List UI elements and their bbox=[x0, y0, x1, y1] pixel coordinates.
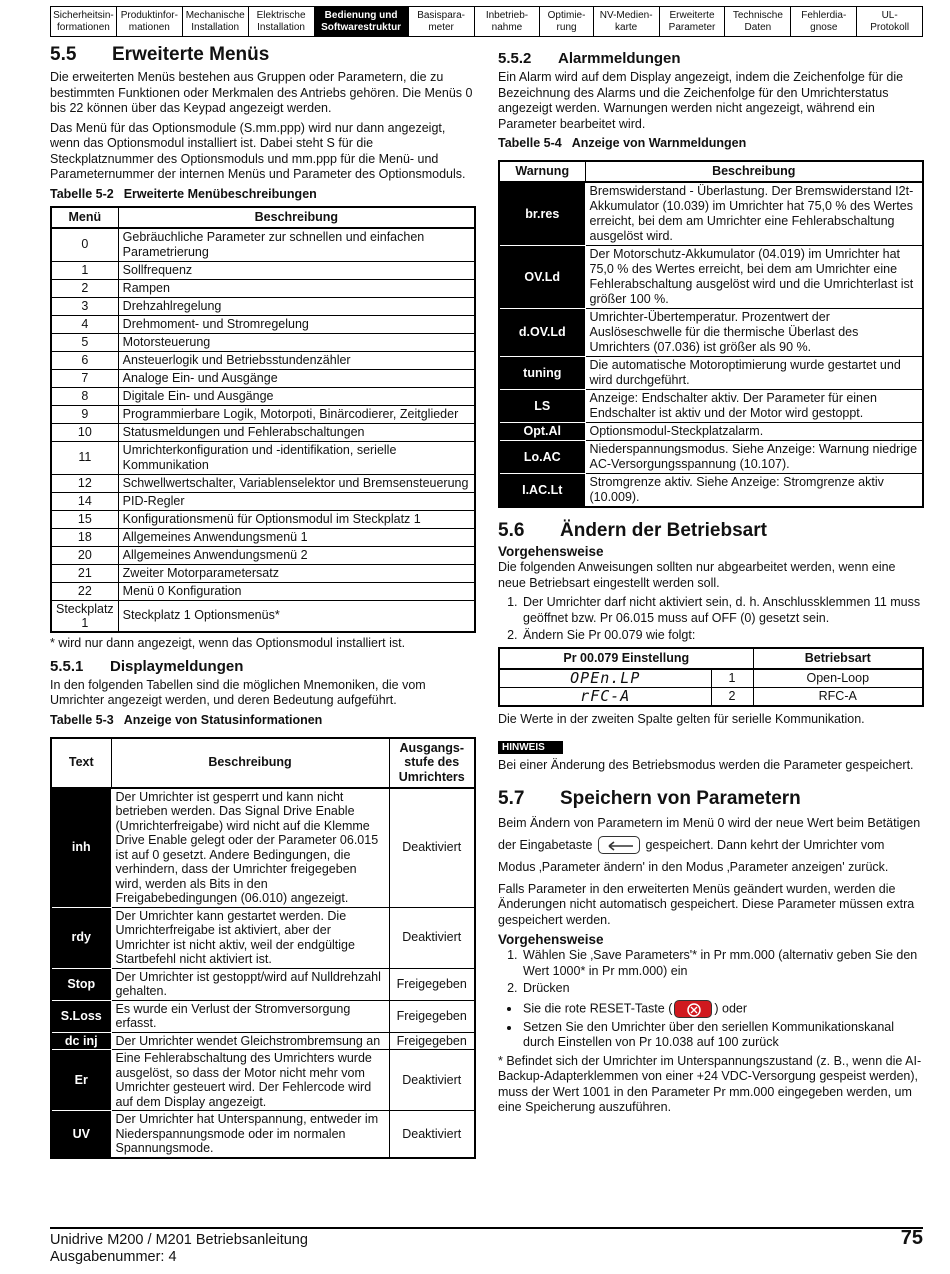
table-row: 8 Digitale Ein- und Ausgänge bbox=[51, 387, 475, 405]
table-row: 0 Gebräuchliche Parameter zur schnellen und einfachen Parametrierung bbox=[51, 228, 475, 262]
paragraph: In den folgenden Tabellen sind die möglichen Mnemoniken, die vom Umrichter angezeigt werden, und deren Bedeutung aufgeführt. bbox=[50, 677, 426, 707]
warning-code: Opt.Al bbox=[499, 423, 585, 441]
table-row: Opt.Al Optionsmodul-Steckplatzalarm. bbox=[499, 423, 923, 441]
paragraph: Beim Ändern von Parametern im Menü 0 wird der neue Wert beim Betätigen der Eingabetaste gespeichert. Dann kehrt der Umrichter vom Modus ‚Parameter ändern' in den Modus ‚Parameter anzeigen' zurück. bbox=[498, 815, 921, 874]
table-5-2-caption: Tabelle 5-2 Erweiterte Menübeschreibungen bbox=[50, 186, 317, 201]
list-item: • Sie die rote RESET-Taste ( ) oder bbox=[521, 1000, 924, 1018]
tab-ul-protokoll[interactable]: UL- Protokoll bbox=[856, 7, 922, 36]
status-code: rdy bbox=[51, 907, 111, 968]
column-header: Text bbox=[51, 738, 111, 788]
procedure-heading: Vorgehensweise bbox=[498, 932, 604, 947]
table-row: I.AC.Lt Stromgrenze aktiv. Siehe Anzeige: Stromgrenze aktiv (10.009). bbox=[499, 474, 923, 508]
section-5-6-heading: 5.6 Ändern der Betriebsart bbox=[498, 520, 767, 541]
tab-sicherheit[interactable]: Sicherheitsin- formationen bbox=[53, 9, 114, 33]
procedure-heading: Vorgehensweise bbox=[498, 544, 604, 559]
table-row: Stop Der Umrichter ist gestoppt/wird auf Nulldrehzahl gehalten. Freigegeben bbox=[51, 968, 475, 1000]
table-row: 7 Analoge Ein- und Ausgänge bbox=[51, 369, 475, 387]
table-row: 20 Allgemeines Anwendungsmenü 2 bbox=[51, 546, 475, 564]
list-item: 1. Der Umrichter darf nicht aktiviert sein, d. h. Anschlussklemmen 11 muss geöffnet bzw. Pr 06.015 muss auf OFF (0) gesetzt sein. bbox=[521, 595, 924, 626]
warning-code: Lo.AC bbox=[499, 441, 585, 474]
list-item: 2. Drücken bbox=[521, 981, 924, 997]
section-5-5-2-heading: 5.5.2 Alarmmeldungen bbox=[498, 50, 681, 67]
warning-code: I.AC.Lt bbox=[499, 474, 585, 508]
table-row: OPEn.LP 1 Open-Loop bbox=[499, 669, 923, 688]
table-row: LS Anzeige: Endschalter aktiv. Der Parameter für einen Endschalter ist aktiv und der Motor wird gestoppt. bbox=[499, 390, 923, 423]
table-5-3 bbox=[50, 737, 476, 1159]
column-header: Menü bbox=[51, 207, 118, 228]
paragraph: Die folgenden Anweisungen sollten nur abgearbeitet werden, wenn eine neue Betriebsart eingestellt werden soll. bbox=[498, 560, 896, 590]
issue-number: Ausgabenummer: 4 bbox=[50, 1249, 177, 1265]
table-5-4 bbox=[498, 160, 924, 508]
status-code: inh bbox=[51, 788, 111, 908]
tab-inbetriebnahme[interactable]: Inbetrieb- nahme bbox=[474, 7, 540, 36]
table-5-3-caption: Tabelle 5-3 Anzeige von Statusinformationen bbox=[50, 712, 323, 727]
tab-produkt[interactable]: Produktinfor- mationen bbox=[116, 7, 182, 36]
table-row: 9 Programmierbare Logik, Motorpoti, Binärcodierer, Zeitglieder bbox=[51, 405, 475, 423]
enter-key-icon bbox=[598, 836, 640, 854]
tab-erweiterte-parameter[interactable]: Erweiterte Parameter bbox=[659, 7, 725, 36]
column-header: Pr 00.079 Einstellung bbox=[499, 648, 753, 669]
list-item: • Setzen Sie den Umrichter über den seriellen Kommunikationskanal durch Einstellen von Pr 10.038 auf 100 zurück bbox=[521, 1020, 924, 1051]
column-header: Betriebsart bbox=[753, 648, 923, 669]
column-header: Beschreibung bbox=[585, 161, 923, 182]
status-code: UV bbox=[51, 1111, 111, 1158]
manual-title: Unidrive M200 / M201 Betriebsanleitung bbox=[50, 1232, 308, 1248]
section-5-5-heading: 5.5 Erweiterte Menüs bbox=[50, 44, 270, 65]
page-number: 75 bbox=[900, 1227, 923, 1249]
tab-bedienung[interactable]: Bedienung und Softwarestruktur bbox=[314, 7, 408, 36]
table-row: S.Loss Es wurde ein Verlust der Stromversorgung erfasst. Freigegeben bbox=[51, 1000, 475, 1032]
table-row: 14 PID-Regler bbox=[51, 492, 475, 510]
hinweis-label: HINWEIS bbox=[498, 741, 563, 754]
tab-fehlerdiagnose[interactable]: Fehlerdia- gnose bbox=[790, 7, 856, 36]
table-row: rdy Der Umrichter kann gestartet werden. Die Umrichterfreigabe ist aktiviert, aber der Umrichter ist nicht aktiv, weil der endgültige Startbefehl nicht aktiviert ist. Deaktiviert bbox=[51, 907, 475, 968]
column-header: Warnung bbox=[499, 161, 585, 182]
procedure-steps bbox=[498, 595, 924, 644]
table-row: 2 Rampen bbox=[51, 279, 475, 297]
tab-elektrische[interactable]: Elektrische Installation bbox=[248, 7, 314, 36]
paragraph: Ein Alarm wird auf dem Display angezeigt, indem die Zeichenfolge für die Bezeichnung des Alarms und die Zeichenfolge für den Umrichterstatus angezeigt werden. Warnungen werden nicht angezeigt, während ein Parameter bearbeitet wird. bbox=[498, 70, 904, 131]
footnote: * Befindet sich der Umrichter im Unterspannungszustand (z. B., wenn die AI-Backup-Adapterklemmen von einer +24 VDC-Versorgung gespeist werden), muss der Wert 1001 in den Parameter Pr mm.000 eingegeben werden, um eine Speicherung auszuführen. bbox=[498, 1053, 922, 1114]
note-text: Bei einer Änderung des Betriebsmodus werden die Parameter gespeichert. bbox=[498, 758, 914, 772]
table-row: rFC-A 2 RFC-A bbox=[499, 687, 923, 706]
table-row: Lo.AC Niederspannungsmodus. Siehe Anzeige: Warnung niedrige AC-Versorgungsspannung (10.107). bbox=[499, 441, 923, 474]
table-5-4-caption: Tabelle 5-4 Anzeige von Warnmeldungen bbox=[498, 136, 747, 150]
table-row: 22 Menü 0 Konfiguration bbox=[51, 582, 475, 600]
tab-basisparameter[interactable]: Basispara- meter bbox=[408, 7, 474, 36]
table-row: UV Der Umrichter hat Unterspannung, entweder im Niederspannungsmode oder im normalen Spannungsmode. Deaktiviert bbox=[51, 1111, 475, 1158]
table-row: 21 Zweiter Motorparametersatz bbox=[51, 564, 475, 582]
warning-code: d.OV.Ld bbox=[499, 309, 585, 357]
table-footnote: * wird nur dann angezeigt, wenn das Optionsmodul installiert ist. bbox=[50, 635, 406, 650]
warning-code: tuning bbox=[499, 357, 585, 390]
status-code: S.Loss bbox=[51, 1000, 111, 1032]
table-row: 18 Allgemeines Anwendungsmenü 1 bbox=[51, 528, 475, 546]
tab-nv-medienkarte[interactable]: NV-Medien- karte bbox=[593, 7, 659, 36]
tab-mechanische[interactable]: Mechanische Installation bbox=[182, 7, 248, 36]
table-row: Steckplatz 1 Steckplatz 1 Optionsmenüs* bbox=[51, 600, 475, 632]
option-list bbox=[498, 1000, 924, 1051]
table-5-2 bbox=[50, 206, 476, 633]
chapter-tabs bbox=[50, 6, 923, 37]
table-row: 11 Umrichterkonfiguration und -identifikation, serielle Kommunikation bbox=[51, 441, 475, 474]
table-row: 4 Drehmoment- und Stromregelung bbox=[51, 315, 475, 333]
tab-technische-daten[interactable]: Technische Daten bbox=[724, 7, 790, 36]
status-code: Er bbox=[51, 1050, 111, 1111]
tab-optimierung[interactable]: Optimie- rung bbox=[539, 7, 592, 36]
list-item: 2. Ändern Sie Pr 00.079 wie folgt: bbox=[521, 628, 924, 644]
right-column bbox=[498, 50, 924, 1120]
table-row: OV.Ld Der Motorschutz-Akkumulator (04.019) im Umrichter hat 75,0 % des Wertes erreicht, bei dem am Umrichter eine Fehlerabschaltung ausgelöst wird und die Umrichterlast ist größer 100 %. bbox=[499, 246, 923, 309]
paragraph: Falls Parameter in den erweiterten Menüs geändert wurden, werden die Änderungen nicht automatisch gespeichert. Diese Parameter müssen extra gespeichert werden. bbox=[498, 881, 915, 927]
section-5-5-1-heading: 5.5.1 Displaymeldungen bbox=[50, 657, 244, 675]
lcd-value: OPEn.LP bbox=[499, 669, 711, 688]
table-row: dc inj Der Umrichter wendet Gleichstrombremsung an Freigegeben bbox=[51, 1032, 475, 1050]
table-row: 1 Sollfrequenz bbox=[51, 261, 475, 279]
paragraph: Die erweiterten Menüs bestehen aus Gruppen oder Parametern, die zu bestimmten Funktionen oder Merkmalen des Antriebs gehören. Die Menüs 0 bis 22 können über das Keypad angezeigt werden. bbox=[50, 70, 473, 115]
column-header: Ausgangs-stufe des Umrichters bbox=[389, 738, 475, 788]
table-row: 5 Motorsteuerung bbox=[51, 333, 475, 351]
operating-mode-table bbox=[498, 647, 924, 707]
warning-code: OV.Ld bbox=[499, 246, 585, 309]
table-row: d.OV.Ld Umrichter-Übertemperatur. Prozentwert der Auslöseschwelle für die thermische Überlast des Umrichters (07.036) ist größer als 90 %. bbox=[499, 309, 923, 357]
table-row: 6 Ansteuerlogik und Betriebsstundenzähler bbox=[51, 351, 475, 369]
status-code: Stop bbox=[51, 968, 111, 1000]
section-5-7-heading: 5.7 Speichern von Parametern bbox=[498, 787, 801, 809]
warning-code: LS bbox=[499, 390, 585, 423]
table-row: 3 Drehzahlregelung bbox=[51, 297, 475, 315]
procedure-steps bbox=[498, 948, 924, 997]
table-row: Er Eine Fehlerabschaltung des Umrichters wurde ausgelöst, so dass der Motor nicht mehr vom Umrichter gesteuert wird. Der Fehlercode wird auf dem Display angezeigt. Deaktiviert bbox=[51, 1050, 475, 1111]
warning-code: br.res bbox=[499, 182, 585, 246]
table-row: 12 Schwellwertschalter, Variablenselektor und Bremsensteuerung bbox=[51, 474, 475, 492]
table-row: inh Der Umrichter ist gesperrt und kann nicht betrieben werden. Das Signal Drive Enable (Umrichterfreigabe) wird nicht auf die Klemme Drive Enable gelegt oder der Parameter 06.015 ist auf 0 gesetzt. Andere Bedingungen, die verhindern, dass der Umrichter freigegeben wird, werden als Bits in den Freigabebedingungen (06.010) angezeigt. Deaktiviert bbox=[51, 788, 475, 908]
table-row: tuning Die automatische Motoroptimierung wurde gestartet und wird durchgeführt. bbox=[499, 357, 923, 390]
paragraph: Das Menü für das Optionsmodule (S.mm.ppp) wird nur dann angezeigt, wenn das Optionsmodul installiert ist. Dabei steht S für die Steckplatznummer des Optionsmoduls und mm.ppp für die Menü- und Parameternummer der internen Menüs und Parameter des Optionsmoduls. bbox=[50, 120, 466, 181]
lcd-value: rFC-A bbox=[499, 687, 711, 706]
paragraph: Die Werte in der zweiten Spalte gelten für serielle Kommunikation. bbox=[498, 711, 865, 726]
column-header: Beschreibung bbox=[111, 738, 389, 788]
table-row: 15 Konfigurationsmenü für Optionsmodul im Steckplatz 1 bbox=[51, 510, 475, 528]
table-row: 10 Statusmeldungen und Fehlerabschaltungen bbox=[51, 423, 475, 441]
left-column bbox=[50, 44, 476, 1159]
page-footer bbox=[50, 1227, 923, 1266]
column-header: Beschreibung bbox=[118, 207, 475, 228]
table-row: br.res Bremswiderstand - Überlastung. Der Bremswiderstand I2t-Akkumulator (10.039) im Umrichter hat 75,0 % des Wertes erreicht, bei dem am Umrichter eine Fehlerabschaltung ausgelöst wird. bbox=[499, 182, 923, 246]
list-item: 1. Wählen Sie ‚Save Parameters'* in Pr mm.000 (alternativ geben Sie den Wert 1000* in Pr mm.000) ein bbox=[521, 948, 924, 979]
reset-key-icon bbox=[674, 1000, 712, 1018]
status-code: dc inj bbox=[51, 1032, 111, 1050]
